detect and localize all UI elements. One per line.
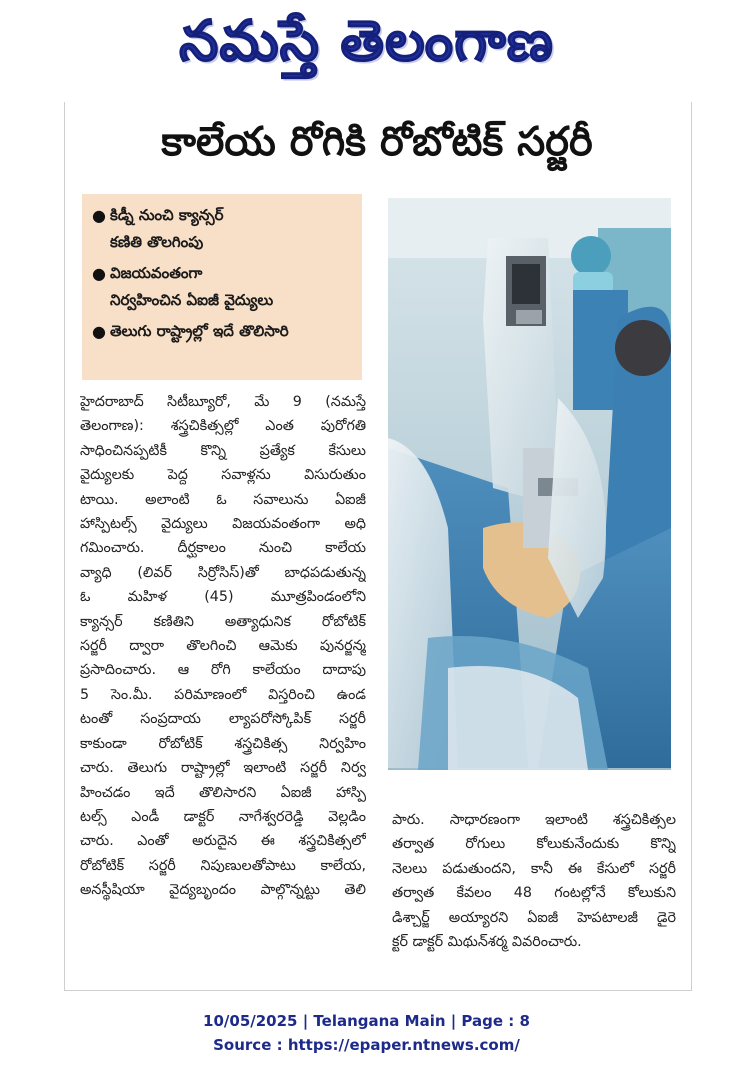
bullet-dot-icon: ●	[92, 322, 106, 341]
highlight-line: నిర్వహించిన ఏఐజీ వైద్యులు	[110, 291, 274, 309]
masthead-logo: నమస్తే తెలంగాణ	[179, 9, 554, 74]
highlight-line: విజయవంతంగా	[110, 264, 203, 282]
highlight-item	[92, 202, 352, 256]
article-text-line: సర్జరీ ద్వారా తొలగించి ఆమెకు పునర్జన్మ	[80, 638, 366, 655]
article-text-line: హైదరాబాద్ సిటీబ్యూరో, మే 9 (నమస్తే	[80, 394, 366, 410]
article-text-line: ప్రసాదించారు. ఆ రోగి కాలేయం దాదాపు	[80, 662, 366, 679]
article-text-line: రోబోటిక్ సర్జరీ నిపుణులతోపాటు కాలేయ,	[80, 857, 366, 874]
bullet-dot-icon: ●	[92, 264, 106, 283]
article-text-line: క్యాన్సర్ కణితిని అత్యాధునిక రోబోటిక్	[80, 613, 366, 630]
article-text-line: డిశ్చార్జ్ అయ్యారని ఏఐజీ హెపటాలజీ డైరె	[392, 909, 676, 926]
highlight-line: కిడ్నీ నుంచి క్యాన్సర్	[110, 206, 224, 224]
article-text-line: తెలంగాణ): శస్త్రచికిత్సల్లో ఎంత పురోగతి	[80, 418, 366, 435]
bullet-dot-icon: ●	[92, 206, 106, 225]
robotic-surgery-image	[388, 198, 671, 770]
article-text-line: చారు. తెలుగు రాష్ట్రాల్లో ఇలాంటి సర్జరీ నిర్వ	[80, 760, 366, 777]
article-text-line: కాకుండా రోబోటిక్ శస్త్రచికిత్స నిర్వహిం	[80, 735, 366, 752]
article-text-line: వైద్యులకు పెద్ద సవాళ్లను విసురుతుం	[80, 467, 366, 484]
article-text-line: పారు. సాధారణంగా ఇలాంటి శస్త్రచికిత్సల	[392, 812, 676, 828]
article-text-line: తర్వాత రోగులు కోలుకునేందుకు కొన్ని	[392, 836, 676, 853]
article-text-line: చారు. ఎంతో అరుదైన ఈ శస్త్రచికిత్సలో	[80, 833, 366, 850]
article-text-line: నెలలు పడుతుందని, కానీ ఈ కేసులో సర్జరీ	[392, 860, 676, 877]
article-body-right-column	[392, 808, 676, 954]
article-text-line: హించడం ఇదే తొలిసారని ఏఐజీ హాస్పి	[80, 784, 366, 801]
article-text-line: వ్యాధి (లివర్ సిర్రోసిస్)తో బాధపడుతున్న	[80, 564, 366, 581]
article-text-line: టల్స్ ఎండీ డాక్టర్ నాగేశ్వరరెడ్డి వెల్లడిం	[80, 808, 366, 825]
article-text-line: తర్వాత కేవలం 48 గంటల్లోనే కోలుకుని	[392, 885, 676, 902]
article-text-line: 5 సెం.మీ. పరిమాణంలో విస్తరించి ఉండ	[80, 686, 366, 703]
article-text-line: ఓ మహిళ (45) మూత్రపిండంలోని	[80, 589, 366, 606]
source-link[interactable]: Source : https://epaper.ntnews.com/	[213, 1036, 520, 1054]
article-text-line: టంతో సంప్రదాయ ల్యాపరోస్కోపిక్ సర్జరీ	[80, 711, 366, 728]
article-body-left-column	[80, 390, 366, 903]
highlight-line: తెలుగు రాష్ట్రాల్లో ఇదే తొలిసారి	[110, 322, 289, 340]
article-text-line: గమించారు. దీర్ఘకాలం నుంచి కాలేయ	[80, 540, 366, 557]
highlight-item	[92, 260, 352, 314]
highlight-line: కణితి తొలగింపు	[110, 233, 204, 251]
article-text-line: హాస్పిటల్స్ వైద్యులు విజయవంతంగా అధి	[80, 516, 366, 533]
highlight-item	[92, 318, 352, 345]
surgery-photo	[388, 198, 671, 770]
article-text-line: సాధించినప్పటికీ కొన్ని ప్రత్యేక కేసులు	[80, 442, 366, 459]
edition-info: 10/05/2025 | Telangana Main | Page : 8	[203, 1012, 530, 1030]
highlights-box	[82, 194, 362, 380]
article-text-line: క్టర్ డాక్టర్ మిథున్‌శర్మ వివరించారు.	[392, 934, 582, 951]
article-text-line: టాయి. అలాంటి ఓ సవాలును ఏఐజీ	[80, 491, 366, 508]
article-headline: కాలేయ రోగికి రోబోటిక్ సర్జరీ	[161, 119, 593, 165]
article-text-line: అనస్థీషియా వైద్యబృందం పాల్గొన్నట్టు తెలి	[80, 882, 366, 899]
